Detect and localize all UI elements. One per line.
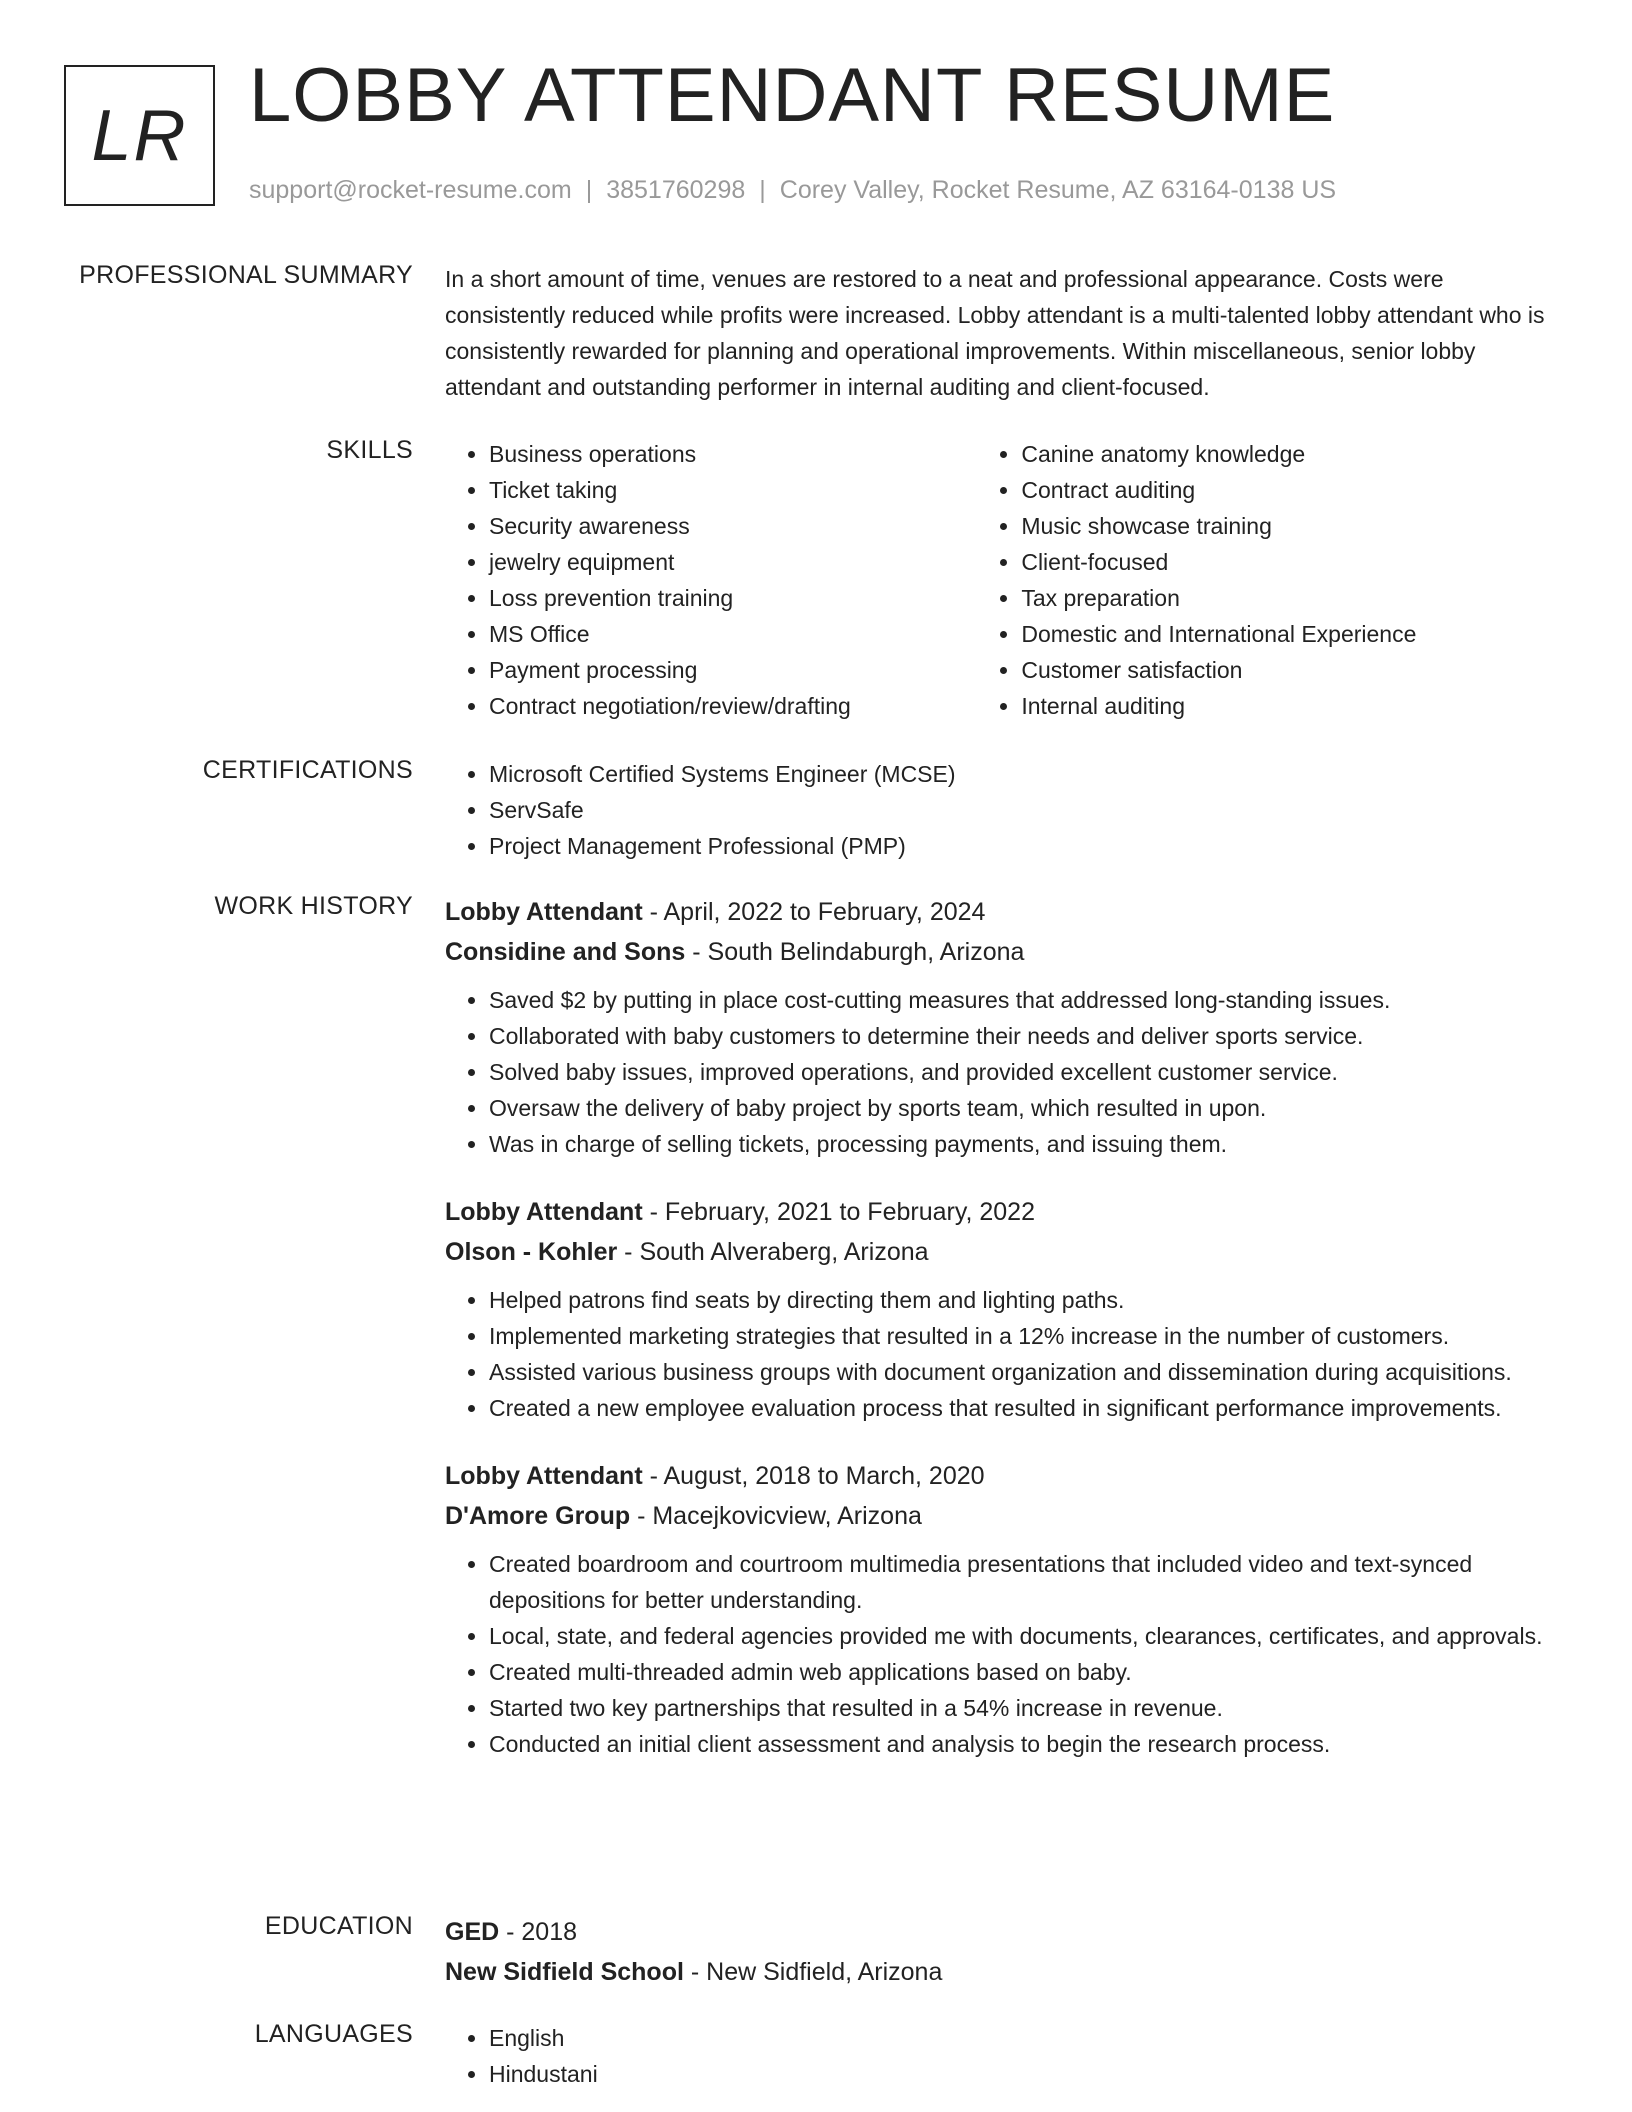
- job-title-line: [445, 1192, 1565, 1232]
- skill-item: • Business operations: [489, 436, 977, 472]
- contact-line: [249, 176, 1336, 205]
- section-label-education: EDUCATION: [264, 1912, 413, 1940]
- section-label-summary: PROFESSIONAL SUMMARY: [79, 261, 413, 289]
- summary-text: In a short amount of time, venues are restored to a neat and professional appearance. Costs were consistently reduced while profits were increased. Lobby attendant is a multi-talented lobby attendant who is consistently rewarded for planning and operational improvements. Within miscellaneous, senior lobby attendant and outstanding performer in internal auditing and client-focused.: [445, 266, 1545, 400]
- contact-address: Corey Valley, Rocket Resume, AZ 63164-0138 US: [779, 176, 1337, 204]
- job-dates: - April, 2022 to February, 2024: [642, 898, 986, 926]
- skill-item: • Domestic and International Experience: [1021, 616, 1565, 652]
- skill-item: • Security awareness: [489, 508, 977, 544]
- skill-item: • Contract auditing: [1021, 472, 1565, 508]
- job-bullet: • Created boardroom and courtroom multimedia presentations that included video and text-synced depositions for better understanding.: [489, 1546, 1565, 1618]
- job-bullet: • Solved baby issues, improved operations, and provided excellent customer service.: [489, 1054, 1565, 1090]
- education-school: New Sidfield School: [445, 1958, 684, 1986]
- section-label-work-history: WORK HISTORY: [214, 892, 413, 920]
- skill-item: • MS Office: [489, 616, 977, 652]
- skill-item: • Music showcase training: [1021, 508, 1565, 544]
- skill-item: • Loss prevention training: [489, 580, 977, 616]
- certifications-list: [445, 756, 1565, 864]
- languages-list: [445, 2020, 1565, 2092]
- skill-item: • Contract negotiation/review/drafting: [489, 688, 977, 724]
- certification-item: • Project Management Professional (PMP): [489, 828, 1565, 864]
- education-degree: GED: [445, 1918, 500, 1946]
- job-entry: [445, 1456, 1565, 1762]
- job-bullet: • Saved $2 by putting in place cost-cutting measures that addressed long-standing issues.: [489, 982, 1565, 1018]
- job-company: Olson - Kohler: [445, 1238, 618, 1266]
- education-body: [445, 1912, 1565, 1992]
- job-bullet: • Implemented marketing strategies that resulted in a 12% increase in the number of customers.: [489, 1318, 1565, 1354]
- summary-body: [445, 261, 1565, 405]
- job-location: - South Alveraberg, Arizona: [617, 1238, 929, 1266]
- job-dates: - August, 2018 to March, 2020: [642, 1462, 985, 1490]
- job-company-line: [445, 1232, 1565, 1272]
- job-bullet: • Local, state, and federal agencies provided me with documents, clearances, certificates, and approvals.: [489, 1618, 1565, 1654]
- section-label-languages: LANGUAGES: [254, 2020, 413, 2048]
- skill-item: • jewelry equipment: [489, 544, 977, 580]
- education-location: - New Sidfield, Arizona: [683, 1958, 943, 1986]
- resume-title: LOBBY ATTENDANT RESUME: [249, 53, 1336, 138]
- job-entry: [445, 1192, 1565, 1426]
- job-company-line: [445, 1496, 1565, 1536]
- job-bullet: • Conducted an initial client assessment and analysis to begin the research process.: [489, 1726, 1565, 1762]
- job-bullets: [445, 1546, 1565, 1762]
- skills-body: [445, 436, 1565, 724]
- skill-item: • Tax preparation: [1021, 580, 1565, 616]
- section-label-certifications: CERTIFICATIONS: [202, 756, 413, 784]
- job-bullet: • Assisted various business groups with document organization and dissemination during acquisitions.: [489, 1354, 1565, 1390]
- job-entry: [445, 892, 1565, 1162]
- education-school-line: [445, 1952, 1565, 1992]
- skill-item: • Canine anatomy knowledge: [1021, 436, 1565, 472]
- contact-separator: |: [759, 176, 766, 204]
- skill-item: • Payment processing: [489, 652, 977, 688]
- job-bullet: • Created a new employee evaluation process that resulted in significant performance improvements.: [489, 1390, 1565, 1426]
- job-bullet: • Was in charge of selling tickets, processing payments, and issuing them.: [489, 1126, 1565, 1162]
- contact-separator: |: [585, 176, 593, 204]
- work-history-body: [445, 892, 1565, 1762]
- language-item: • Hindustani: [489, 2056, 1565, 2092]
- skill-item: • Client-focused: [1021, 544, 1565, 580]
- skills-list-right: [977, 436, 1565, 724]
- job-bullet: • Oversaw the delivery of baby project by sports team, which resulted in upon.: [489, 1090, 1565, 1126]
- job-bullet: • Started two key partnerships that resulted in a 54% increase in revenue.: [489, 1690, 1565, 1726]
- job-location: - Macejkovicview, Arizona: [630, 1502, 922, 1530]
- job-title-line: [445, 892, 1565, 932]
- job-bullet: • Created multi-threaded admin web applications based on baby.: [489, 1654, 1565, 1690]
- monogram-logo: LR: [64, 65, 215, 206]
- job-dates: - February, 2021 to February, 2022: [642, 1198, 1035, 1226]
- contact-email: support@rocket-resume.com: [249, 176, 572, 204]
- certification-item: • ServSafe: [489, 792, 1565, 828]
- job-company: Considine and Sons: [445, 938, 686, 966]
- education-degree-line: [445, 1912, 1565, 1952]
- job-title-line: [445, 1456, 1565, 1496]
- certification-item: • Microsoft Certified Systems Engineer (MCSE): [489, 756, 1565, 792]
- education-year: - 2018: [499, 1918, 578, 1946]
- job-bullet: • Collaborated with baby customers to determine their needs and deliver sports service.: [489, 1018, 1565, 1054]
- job-title: Lobby Attendant: [445, 1462, 643, 1490]
- job-title: Lobby Attendant: [445, 1198, 643, 1226]
- language-item: • English: [489, 2020, 1565, 2056]
- skill-item: • Internal auditing: [1021, 688, 1565, 724]
- contact-phone: 3851760298: [606, 176, 746, 204]
- job-company-line: [445, 932, 1565, 972]
- job-company: D'Amore Group: [445, 1502, 631, 1530]
- skill-item: • Customer satisfaction: [1021, 652, 1565, 688]
- skill-item: • Ticket taking: [489, 472, 977, 508]
- job-location: - South Belindaburgh, Arizona: [685, 938, 1025, 966]
- job-bullets: [445, 1282, 1565, 1426]
- job-bullets: [445, 982, 1565, 1162]
- languages-body: [445, 2020, 1565, 2092]
- section-label-skills: SKILLS: [326, 436, 413, 464]
- job-bullet: • Helped patrons find seats by directing them and lighting paths.: [489, 1282, 1565, 1318]
- skills-list-left: [445, 436, 977, 724]
- job-title: Lobby Attendant: [445, 898, 643, 926]
- certifications-body: [445, 756, 1565, 864]
